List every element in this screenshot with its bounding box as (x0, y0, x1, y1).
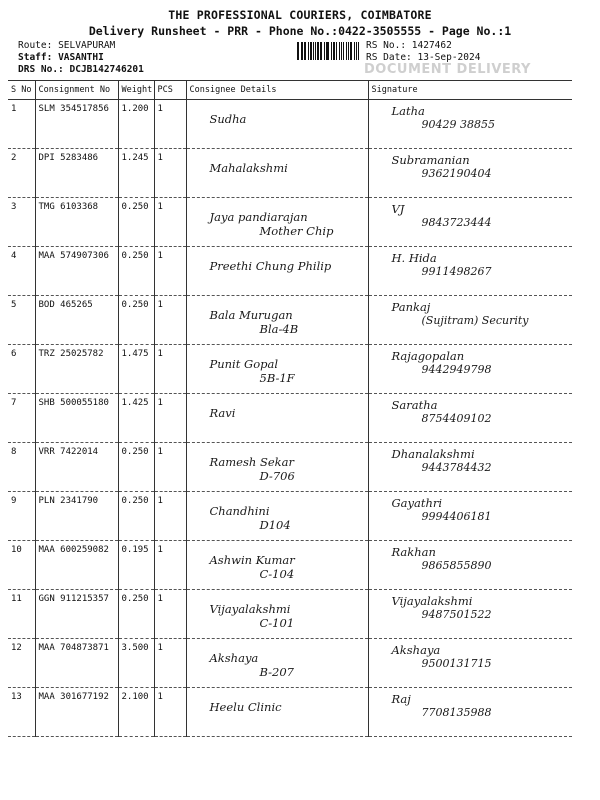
consignee-name: Mahalakshmi (209, 161, 288, 175)
barcode-bar (346, 42, 348, 60)
row-sno: 13 (8, 688, 35, 737)
row-weight: 0.250 (118, 296, 154, 345)
table-row (8, 443, 572, 492)
row-consignment-no: MAA 600259082 (35, 541, 118, 590)
signature-name: Saratha (391, 398, 438, 412)
barcode-bar (317, 42, 319, 60)
barcode-bar (301, 42, 302, 60)
rs-no-label: RS No.: (366, 40, 407, 51)
row-signature (368, 247, 572, 296)
consignee-name: Heelu Clinic (209, 700, 282, 714)
row-consignee (186, 639, 368, 688)
row-sno: 8 (8, 443, 35, 492)
consignee-flat: D104 (259, 518, 291, 532)
barcode-bar (354, 42, 355, 60)
signature-name: Rajagopalan (391, 349, 465, 363)
signature-name: Latha (391, 104, 425, 118)
row-consignee (186, 590, 368, 639)
signature-name: Subramanian (391, 153, 470, 167)
row-weight: 0.250 (118, 590, 154, 639)
row-sno: 6 (8, 345, 35, 394)
row-sno: 5 (8, 296, 35, 345)
route-label: Route: (18, 40, 53, 51)
row-consignment-no: MAA 574907306 (35, 247, 118, 296)
row-sno: 12 (8, 639, 35, 688)
signature-name: H. Hida (391, 251, 437, 265)
row-weight: 0.250 (118, 198, 154, 247)
row-weight: 1.200 (118, 100, 154, 149)
consignee-name: Akshaya (209, 651, 259, 665)
barcode-bar (304, 42, 306, 60)
row-consignment-no: MAA 301677192 (35, 688, 118, 737)
consignee-name: Sudha (209, 112, 247, 126)
col-signature: Signature (368, 81, 572, 100)
barcode-bar (356, 42, 357, 60)
consignee-name: Chandhini (209, 504, 270, 518)
row-sno: 4 (8, 247, 35, 296)
drs-line (18, 64, 144, 75)
row-weight: 0.250 (118, 492, 154, 541)
signature-phone: 9487501522 (421, 608, 492, 621)
consignee-flat: D-706 (259, 469, 295, 483)
row-consignment-no: TMG 6103368 (35, 198, 118, 247)
rs-no-line (366, 40, 452, 51)
row-pcs: 1 (154, 296, 186, 345)
table-row (8, 100, 572, 149)
row-pcs: 1 (154, 247, 186, 296)
row-consignee (186, 443, 368, 492)
staff-line (18, 52, 104, 63)
row-consignee (186, 296, 368, 345)
row-consignee (186, 345, 368, 394)
row-consignee (186, 149, 368, 198)
barcode-bar (348, 42, 349, 60)
signature-phone: 7708135988 (421, 706, 492, 719)
row-signature (368, 100, 572, 149)
row-consignment-no: TRZ 25025782 (35, 345, 118, 394)
col-weight: Weight (118, 81, 154, 100)
col-consignee-details: Consignee Details (186, 81, 368, 100)
row-pcs: 1 (154, 149, 186, 198)
signature-phone: 9443784432 (421, 461, 492, 474)
row-sno: 11 (8, 590, 35, 639)
signature-phone: 9843723444 (421, 216, 492, 229)
row-weight: 1.475 (118, 345, 154, 394)
signature-name: Dhanalakshmi (391, 447, 475, 461)
table-row (8, 688, 572, 737)
staff-value: VASANTHI (58, 52, 104, 63)
consignee-flat: C-104 (259, 567, 295, 581)
barcode-bar (341, 42, 342, 60)
barcode-bar (315, 42, 316, 60)
row-weight: 0.195 (118, 541, 154, 590)
row-pcs: 1 (154, 394, 186, 443)
row-signature (368, 492, 572, 541)
row-consignment-no: MAA 704873871 (35, 639, 118, 688)
row-consignment-no: GGN 911215357 (35, 590, 118, 639)
row-consignee (186, 247, 368, 296)
row-weight: 0.250 (118, 247, 154, 296)
table-row (8, 541, 572, 590)
barcode-bar (308, 42, 309, 60)
barcode-bar (327, 42, 329, 60)
row-consignment-no: VRR 7422014 (35, 443, 118, 492)
drs-label: DRS No.: (18, 64, 64, 75)
row-consignee (186, 492, 368, 541)
signature-name: Rakhan (391, 545, 436, 559)
table-row (8, 590, 572, 639)
col-sno: S No (8, 81, 35, 100)
barcode-bar (336, 42, 337, 60)
row-weight: 0.250 (118, 443, 154, 492)
row-pcs: 1 (154, 639, 186, 688)
route-line (18, 40, 115, 51)
table-row (8, 492, 572, 541)
col-consignment-no: Consignment No (35, 81, 118, 100)
drs-value: DCJB142746201 (69, 64, 144, 75)
barcode-bar (358, 42, 360, 60)
barcode-bar (343, 42, 344, 60)
consignee-flat: Bla-4B (259, 322, 299, 336)
table-row (8, 639, 572, 688)
consignee-name: Ramesh Sekar (209, 455, 294, 469)
consignee-flat: B-207 (259, 665, 294, 679)
consignee-flat: 5B-1F (259, 371, 295, 385)
row-signature (368, 541, 572, 590)
row-consignee (186, 541, 368, 590)
consignee-flat: Mother Chip (259, 224, 334, 238)
signature-phone: 9911498267 (421, 265, 492, 278)
row-sno: 2 (8, 149, 35, 198)
row-signature (368, 590, 572, 639)
row-consignment-no: SHB 500055180 (35, 394, 118, 443)
signature-phone: 9362190404 (421, 167, 492, 180)
row-signature (368, 345, 572, 394)
row-consignment-no: DPI 5283486 (35, 149, 118, 198)
row-weight: 3.500 (118, 639, 154, 688)
table-row (8, 149, 572, 198)
company-title: THE PROFESSIONAL COURIERS, COIMBATORE (168, 8, 432, 22)
signature-name: Pankaj (391, 300, 431, 314)
row-weight: 2.100 (118, 688, 154, 737)
row-consignment-no: PLN 2341790 (35, 492, 118, 541)
barcode-bar (324, 42, 325, 60)
signature-phone: 9500131715 (421, 657, 492, 670)
consignee-flat: C-101 (259, 616, 295, 630)
row-weight: 1.245 (118, 149, 154, 198)
signature-phone: 9994406181 (421, 510, 492, 523)
barcode-bar (310, 42, 312, 60)
rs-date-label: RS Date: (366, 52, 412, 63)
consignee-name: Vijayalakshmi (209, 602, 291, 616)
row-consignee (186, 394, 368, 443)
row-signature (368, 443, 572, 492)
row-consignee (186, 100, 368, 149)
signature-phone: 9865855890 (421, 559, 492, 572)
row-signature (368, 149, 572, 198)
row-signature (368, 394, 572, 443)
row-consignee (186, 688, 368, 737)
table-header-row (8, 81, 572, 100)
row-weight: 1.425 (118, 394, 154, 443)
signature-name: VJ (391, 202, 405, 216)
signature-name: Gayathri (391, 496, 443, 510)
row-signature (368, 296, 572, 345)
row-pcs: 1 (154, 100, 186, 149)
staff-label: Staff: (18, 52, 53, 63)
signature-name: Raj (391, 692, 411, 706)
row-sno: 1 (8, 100, 35, 149)
barcode-bar (320, 42, 322, 60)
table-row (8, 247, 572, 296)
row-sno: 10 (8, 541, 35, 590)
row-sno: 3 (8, 198, 35, 247)
table-row (8, 198, 572, 247)
row-signature (368, 688, 572, 737)
barcode-bar (297, 42, 299, 60)
consignee-name: Preethi Chung Philip (209, 259, 332, 273)
barcode-bar (313, 42, 314, 60)
table-row (8, 394, 572, 443)
barcode (297, 42, 361, 60)
signature-phone: 8754409102 (421, 412, 492, 425)
barcode-bar (350, 42, 352, 60)
barcode-bar (339, 42, 341, 60)
row-pcs: 1 (154, 688, 186, 737)
barcode-bar (333, 42, 335, 60)
row-pcs: 1 (154, 541, 186, 590)
barcode-bar (302, 42, 303, 60)
row-consignment-no: SLM 354517856 (35, 100, 118, 149)
consignee-name: Ravi (209, 406, 236, 420)
col-pcs: PCS (154, 81, 186, 100)
signature-phone: 9442949798 (421, 363, 492, 376)
row-pcs: 1 (154, 345, 186, 394)
row-consignee (186, 198, 368, 247)
signature-name: Vijayalakshmi (391, 594, 473, 608)
row-pcs: 1 (154, 443, 186, 492)
rs-no-value: 1427462 (411, 40, 452, 51)
row-pcs: 1 (154, 492, 186, 541)
row-signature (368, 198, 572, 247)
row-sno: 9 (8, 492, 35, 541)
route-value: SELVAPURAM (58, 40, 116, 51)
row-signature (368, 639, 572, 688)
consignee-name: Bala Murugan (209, 308, 293, 322)
runsheet-table (8, 80, 572, 737)
consignee-name: Jaya pandiarajan (209, 210, 308, 224)
signature-phone: 90429 38855 (421, 118, 495, 131)
table-row (8, 345, 572, 394)
row-pcs: 1 (154, 590, 186, 639)
row-consignment-no: BOD 465265 (35, 296, 118, 345)
runsheet-subtitle: Delivery Runsheet - PRR - Phone No.:0422-3505555 - Page No.:1 (88, 24, 512, 38)
table-row (8, 296, 572, 345)
row-pcs: 1 (154, 198, 186, 247)
consignee-name: Punit Gopal (209, 357, 279, 371)
barcode-bar (326, 42, 327, 60)
row-sno: 7 (8, 394, 35, 443)
signature-phone: (Sujitram) Security (421, 314, 529, 327)
signature-name: Akshaya (391, 643, 441, 657)
rs-date-value: 13-Sep-2024 (417, 52, 481, 63)
barcode-bar (331, 42, 332, 60)
document-delivery-stamp: DOCUMENT DELIVERY (364, 62, 531, 77)
consignee-name: Ashwin Kumar (209, 553, 295, 567)
